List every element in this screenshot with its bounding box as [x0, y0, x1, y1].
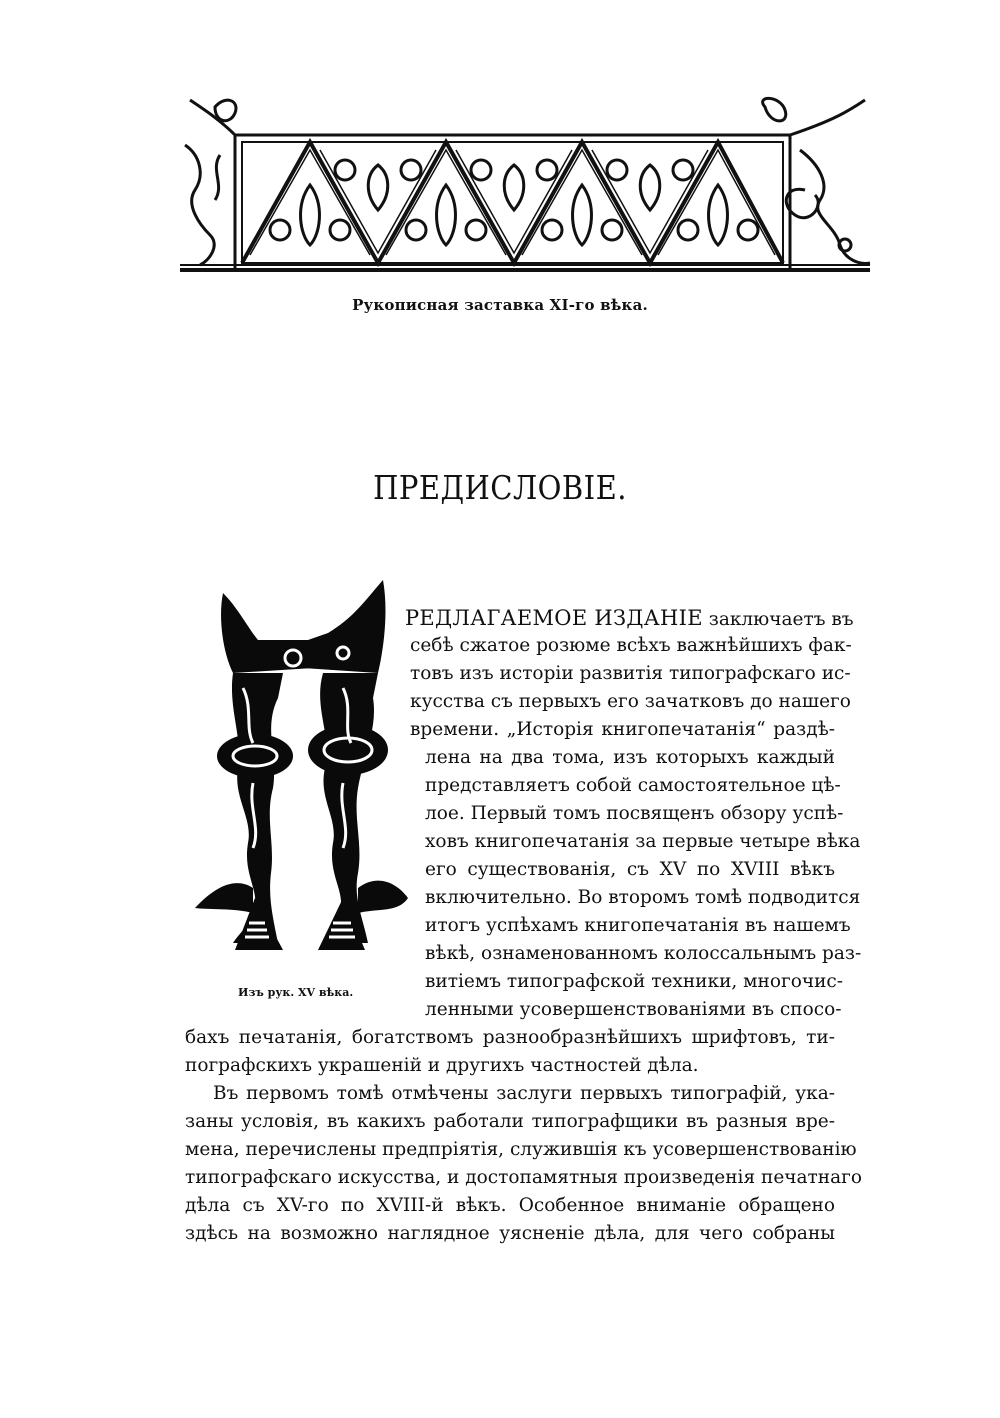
paragraph-line: здѣсь на возможно наглядное уясненіе дѣла, для чего собраны	[185, 1223, 835, 1244]
paragraph-line: товъ изъ исторіи развитія типографскаго ис-	[410, 663, 851, 684]
decorative-initial-image	[193, 578, 413, 988]
headpiece-ornament-image	[180, 95, 875, 280]
paragraph-line: лена на два тома, изъ которыхъ каждый	[425, 747, 835, 768]
paragraph-lead-words: РЕДЛАГАЕМОЕ ИЗДАНІЕ	[405, 606, 703, 630]
initial-letter-ornament	[193, 578, 413, 988]
paragraph-line: заны условія, въ какихъ работали типографщики въ разныя вре-	[185, 1111, 835, 1132]
paragraph-line: вѣкѣ, ознаменованномъ колоссальнымъ раз-	[425, 943, 862, 964]
ornamental-headpiece	[180, 95, 875, 280]
paragraph-line: итогъ успѣхамъ книгопечатанія въ нашемъ	[425, 915, 851, 936]
initial-caption: Изъ рук. XV вѣка.	[238, 986, 354, 999]
paragraph-line: витіемъ типографской техники, многочис-	[425, 971, 844, 992]
paragraph-line-text: заключаетъ въ	[702, 609, 854, 630]
paragraph-line: ховъ книгопечатанія за первые четыре вѣка	[425, 831, 861, 852]
paragraph-line: лое. Первый томъ посвященъ обзору успѣ-	[425, 803, 844, 824]
paragraph-line: ленными усовершенствованіями въ спосо-	[425, 999, 842, 1020]
paragraph-line: представляетъ собой самостоятельное цѣ-	[425, 775, 841, 796]
paragraph-line: его существованія, съ XV по XVIII вѣкъ	[425, 859, 835, 880]
paragraph-line: типографскаго искусства, и достопамятныя произведенія печатнаго	[185, 1167, 862, 1188]
paragraph-line: Въ первомъ томѣ отмѣчены заслуги первыхъ типографій, ука-	[213, 1083, 835, 1104]
headpiece-caption: Рукописная заставка XI-го вѣка.	[352, 296, 648, 314]
paragraph-line	[405, 606, 854, 632]
paragraph-line: времени. „Исторія книгопечатанія“ раздѣ-	[410, 719, 835, 740]
paragraph-line: мена, перечислены предпріятія, служившія къ усовершенствованію	[185, 1139, 857, 1160]
paragraph-line: включительно. Во второмъ томѣ подводится	[425, 887, 861, 908]
page-title: ПРЕДИСЛОВІЕ.	[373, 468, 627, 507]
paragraph-line: себѣ сжатое розюме всѣхъ важнѣйшихъ фак-	[410, 635, 852, 656]
paragraph-line: дѣла съ XV-го по XVIII-й вѣкъ. Особенное вниманіе обращено	[185, 1195, 835, 1216]
paragraph-line: пографскихъ украшеній и другихъ частностей дѣла.	[185, 1055, 699, 1076]
paragraph-line: бахъ печатанія, богатствомъ разнообразнѣйшихъ шрифтовъ, ти-	[185, 1027, 835, 1048]
paragraph-line: кусства съ первыхъ его зачатковъ до нашего	[410, 691, 851, 712]
